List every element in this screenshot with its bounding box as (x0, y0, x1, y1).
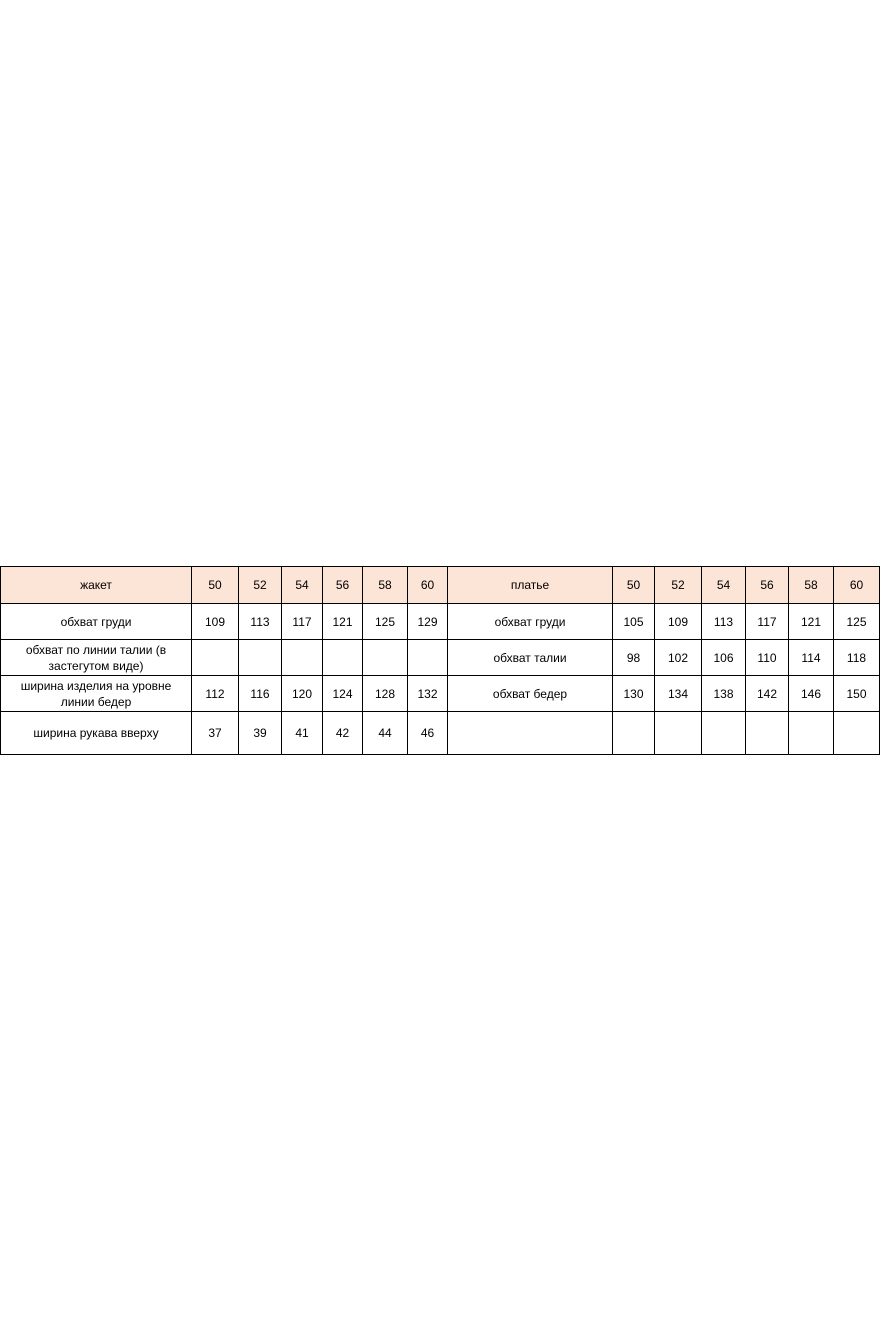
table-row (1, 640, 880, 676)
dress-cell: 113 (702, 604, 746, 640)
dress-cell: 138 (702, 676, 746, 712)
jacket-cell: 109 (192, 604, 239, 640)
jacket-cell (282, 640, 323, 676)
dress-cell: 125 (834, 604, 880, 640)
dress-cell (834, 712, 880, 755)
dress-cell: 117 (746, 604, 789, 640)
dress-row-label: обхват талии (448, 640, 613, 676)
jacket-size-50: 50 (192, 567, 239, 604)
jacket-cell (239, 640, 282, 676)
dress-cell: 150 (834, 676, 880, 712)
dress-cell: 102 (655, 640, 702, 676)
jacket-cell: 116 (239, 676, 282, 712)
dress-row-label: обхват груди (448, 604, 613, 640)
dress-cell: 121 (789, 604, 834, 640)
jacket-cell (408, 640, 448, 676)
jacket-cell: 121 (323, 604, 363, 640)
jacket-cell: 113 (239, 604, 282, 640)
dress-cell (655, 712, 702, 755)
dress-size-50: 50 (613, 567, 655, 604)
dress-cell (789, 712, 834, 755)
jacket-cell: 46 (408, 712, 448, 755)
dress-cell: 114 (789, 640, 834, 676)
dress-row-label (448, 712, 613, 755)
jacket-size-52: 52 (239, 567, 282, 604)
jacket-size-54: 54 (282, 567, 323, 604)
jacket-cell: 112 (192, 676, 239, 712)
jacket-title: жакет (1, 567, 192, 604)
jacket-row-label: обхват груди (1, 604, 192, 640)
jacket-cell: 39 (239, 712, 282, 755)
jacket-cell: 120 (282, 676, 323, 712)
dress-cell: 109 (655, 604, 702, 640)
dress-size-54: 54 (702, 567, 746, 604)
dress-cell: 130 (613, 676, 655, 712)
size-chart-table (0, 566, 880, 755)
dress-cell: 110 (746, 640, 789, 676)
dress-cell (746, 712, 789, 755)
dress-row-label: обхват бедер (448, 676, 613, 712)
jacket-cell: 44 (363, 712, 408, 755)
jacket-cell (192, 640, 239, 676)
dress-cell: 146 (789, 676, 834, 712)
dress-title: платье (448, 567, 613, 604)
jacket-cell: 41 (282, 712, 323, 755)
jacket-cell (323, 640, 363, 676)
table-row (1, 712, 880, 755)
dress-cell (613, 712, 655, 755)
dress-cell: 106 (702, 640, 746, 676)
dress-size-52: 52 (655, 567, 702, 604)
dress-cell: 142 (746, 676, 789, 712)
dress-size-58: 58 (789, 567, 834, 604)
header-row (1, 567, 880, 604)
jacket-cell: 128 (363, 676, 408, 712)
table-row (1, 604, 880, 640)
jacket-row-label: ширина рукава вверху (1, 712, 192, 755)
jacket-cell: 129 (408, 604, 448, 640)
jacket-row-label: ширина изделия на уровне линии бедер (1, 676, 192, 712)
dress-size-56: 56 (746, 567, 789, 604)
dress-cell: 134 (655, 676, 702, 712)
jacket-cell (363, 640, 408, 676)
jacket-cell: 117 (282, 604, 323, 640)
dress-cell: 118 (834, 640, 880, 676)
jacket-cell: 132 (408, 676, 448, 712)
jacket-cell: 125 (363, 604, 408, 640)
jacket-size-56: 56 (323, 567, 363, 604)
table-row (1, 676, 880, 712)
jacket-row-label: обхват по линии талии (в застегутом виде) (1, 640, 192, 676)
dress-cell: 98 (613, 640, 655, 676)
dress-cell (702, 712, 746, 755)
jacket-cell: 37 (192, 712, 239, 755)
jacket-cell: 124 (323, 676, 363, 712)
jacket-cell: 42 (323, 712, 363, 755)
dress-cell: 105 (613, 604, 655, 640)
jacket-size-58: 58 (363, 567, 408, 604)
dress-size-60: 60 (834, 567, 880, 604)
jacket-size-60: 60 (408, 567, 448, 604)
